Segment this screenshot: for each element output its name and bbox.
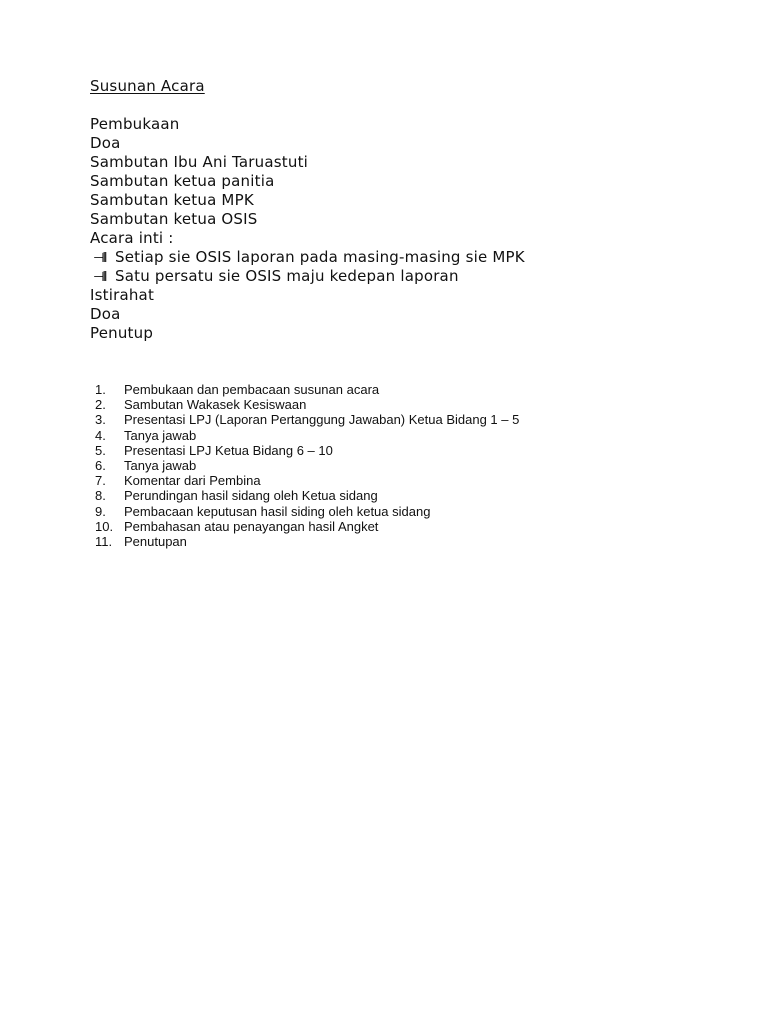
list-item-text: Sambutan Wakasek Kesiswaan — [124, 397, 307, 413]
list-item-text: Presentasi LPJ Ketua Bidang 6 – 10 — [124, 442, 333, 458]
agenda-item — [90, 115, 525, 134]
list-item-text: Perundingan hasil sidang oleh Ketua sidang — [124, 488, 378, 504]
agenda-item-text: Setiap sie OSIS laporan pada masing-masing sie MPK — [115, 248, 525, 266]
numbered-agenda-list — [95, 382, 519, 549]
agenda-sub-item — [90, 267, 525, 286]
document-title: Susunan Acara — [90, 77, 205, 95]
numbered-list-item — [95, 412, 519, 427]
numbered-list-item — [95, 397, 519, 412]
list-number: 5. — [95, 442, 106, 458]
list-item-text: Pembacaan keputusan hasil siding oleh ketua sidang — [124, 503, 431, 519]
numbered-list-item — [95, 519, 519, 534]
list-number: 1. — [95, 382, 106, 397]
list-item-text: Pembahasan atau penayangan hasil Angket — [124, 518, 379, 534]
agenda-sub-item — [90, 248, 525, 267]
agenda-item — [90, 210, 525, 229]
list-number: 9. — [95, 503, 106, 519]
agenda-list — [90, 115, 525, 343]
numbered-list-item — [95, 488, 519, 503]
agenda-item-text: Istirahat — [90, 286, 155, 304]
numbered-list-item — [95, 458, 519, 473]
agenda-item-text: Satu persatu sie OSIS maju kedepan laporan — [115, 267, 459, 285]
list-number: 6. — [95, 457, 106, 473]
list-number: 10. — [95, 518, 114, 534]
list-item-text: Pembukaan dan pembacaan susunan acara — [124, 382, 380, 397]
agenda-item — [90, 172, 525, 191]
numbered-list-item — [95, 382, 519, 397]
agenda-item-text: Doa — [90, 134, 121, 152]
agenda-item-text: Sambutan ketua MPK — [90, 191, 254, 209]
list-item-text: Tanya jawab — [124, 457, 197, 473]
list-item-text: Komentar dari Pembina — [124, 473, 261, 489]
agenda-item — [90, 324, 525, 343]
list-number: 4. — [95, 427, 106, 443]
list-item-text: Tanya jawab — [124, 427, 197, 443]
agenda-item — [90, 305, 525, 324]
agenda-item-text: Sambutan Ibu Ani Taruastuti — [90, 153, 309, 171]
agenda-item — [90, 153, 525, 172]
agenda-item-text: Sambutan ketua OSIS — [90, 210, 258, 228]
list-number: 3. — [95, 412, 106, 428]
agenda-item-text: Doa — [90, 305, 121, 323]
agenda-item — [90, 134, 525, 153]
list-number: 7. — [95, 473, 106, 489]
agenda-item-text: Sambutan ketua panitia — [90, 172, 275, 190]
agenda-item — [90, 229, 525, 248]
agenda-item-text: Pembukaan — [90, 115, 180, 133]
numbered-list-item — [95, 443, 519, 458]
agenda-item — [90, 191, 525, 210]
list-number: 11. — [95, 533, 113, 549]
list-item-text: Penutupan — [124, 533, 187, 549]
list-item-text: Presentasi LPJ (Laporan Pertanggung Jawaban) Ketua Bidang 1 – 5 — [124, 412, 520, 428]
agenda-item-text: Acara inti : — [90, 229, 174, 247]
agenda-item-text: Penutup — [90, 324, 154, 342]
numbered-list-item — [95, 473, 519, 488]
list-number: 8. — [95, 488, 106, 504]
numbered-list-item — [95, 534, 519, 549]
numbered-list-item — [95, 504, 519, 519]
sub-bullet-icon: ⊣ll — [93, 270, 106, 285]
agenda-item — [90, 286, 525, 305]
list-number: 2. — [95, 397, 106, 413]
sub-bullet-icon: ⊣ll — [93, 251, 106, 266]
numbered-list-item — [95, 428, 519, 443]
